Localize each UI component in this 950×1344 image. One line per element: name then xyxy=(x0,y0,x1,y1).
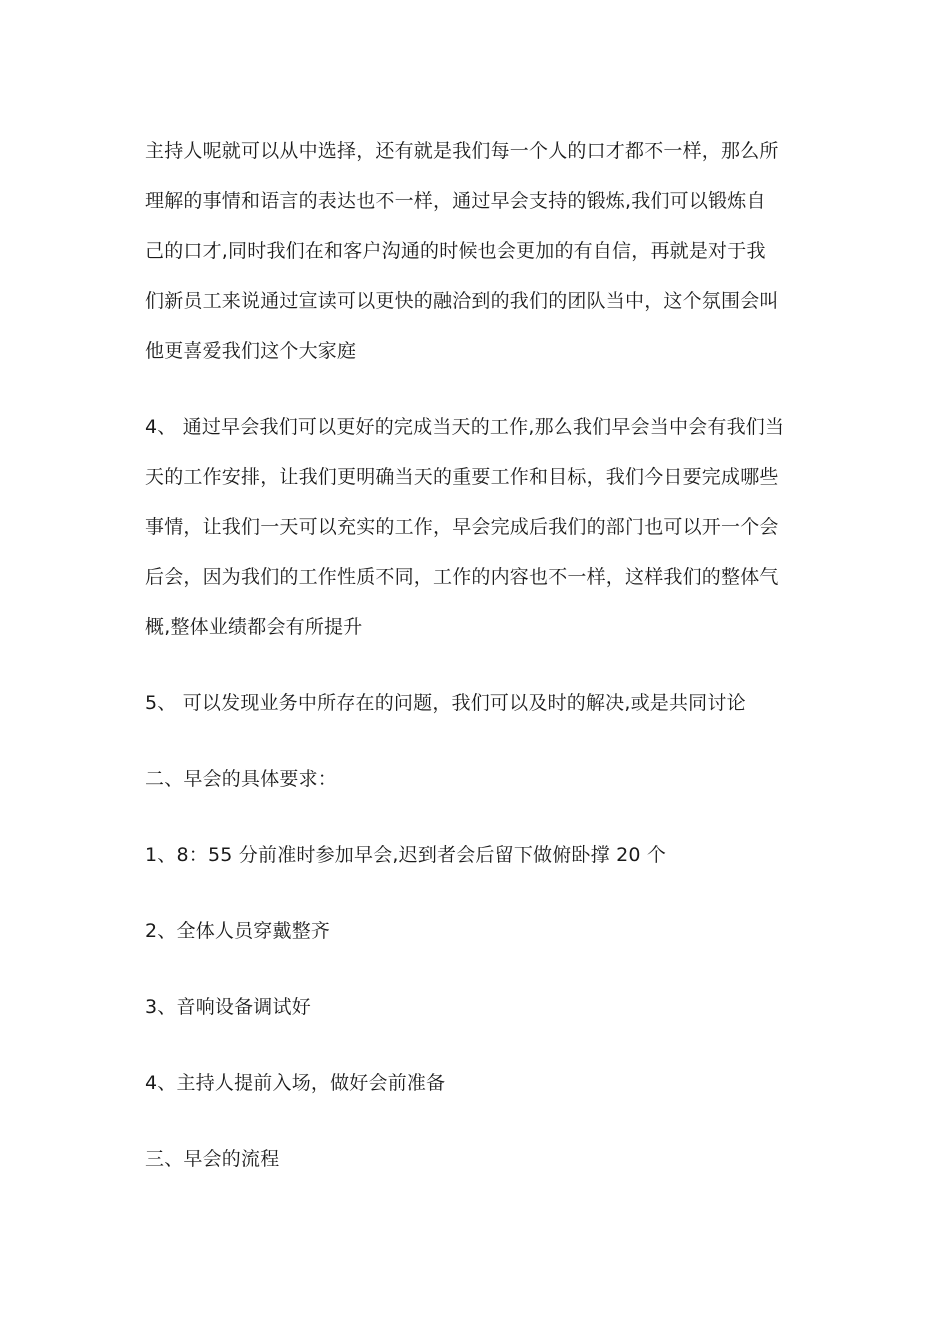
list-item-text: 2、全体人员穿戴整齐 xyxy=(145,920,331,942)
list-item-text: 1、8：55 分前准时参加早会,迟到者会后留下做俯卧撑 20 个 xyxy=(145,844,667,866)
paragraph-point-4 xyxy=(145,402,810,652)
requirement-item-2 xyxy=(145,906,810,956)
text-line: 天的工作安排，让我们更明确当天的重要工作和目标，我们今日要完成哪些 xyxy=(145,466,779,488)
text-line: 概,整体业绩都会有所提升 xyxy=(145,616,363,638)
document-body xyxy=(145,126,810,1184)
text-line: 他更喜爱我们这个大家庭 xyxy=(145,340,357,362)
requirement-item-1 xyxy=(145,830,810,880)
heading-text: 二、早会的具体要求： xyxy=(145,768,338,790)
text-line: 们新员工来说通过宣读可以更快的融洽到的我们的团队当中，这个氛围会叫 xyxy=(145,290,779,312)
requirement-item-4 xyxy=(145,1058,810,1108)
text-line: 主持人呢就可以从中选择，还有就是我们每一个人的口才都不一样，那么所 xyxy=(145,140,779,162)
text-line: 事情，让我们一天可以充实的工作，早会完成后我们的部门也可以开一个会 xyxy=(145,516,779,538)
list-item-text: 4、主持人提前入场，做好会前准备 xyxy=(145,1072,446,1094)
text-line: 理解的事情和语言的表达也不一样，通过早会支持的锻炼,我们可以锻炼自 xyxy=(145,190,766,212)
list-item-text: 3、音响设备调试好 xyxy=(145,996,311,1018)
text-line: 己的口才,同时我们在和客户沟通的时候也会更加的有自信，再就是对于我 xyxy=(145,240,766,262)
text-line: 后会，因为我们的工作性质不同，工作的内容也不一样，这样我们的整体气 xyxy=(145,566,779,588)
text-line: 4、 通过早会我们可以更好的完成当天的工作,那么我们早会当中会有我们当 xyxy=(145,416,785,438)
paragraph-point-5 xyxy=(145,678,810,728)
section-heading-process xyxy=(145,1134,810,1184)
text-line: 5、 可以发现业务中所存在的问题，我们可以及时的解决,或是共同讨论 xyxy=(145,692,746,714)
requirement-item-3 xyxy=(145,982,810,1032)
section-heading-requirements xyxy=(145,754,810,804)
heading-text: 三、早会的流程 xyxy=(145,1148,280,1170)
paragraph-host-selection xyxy=(145,126,810,376)
